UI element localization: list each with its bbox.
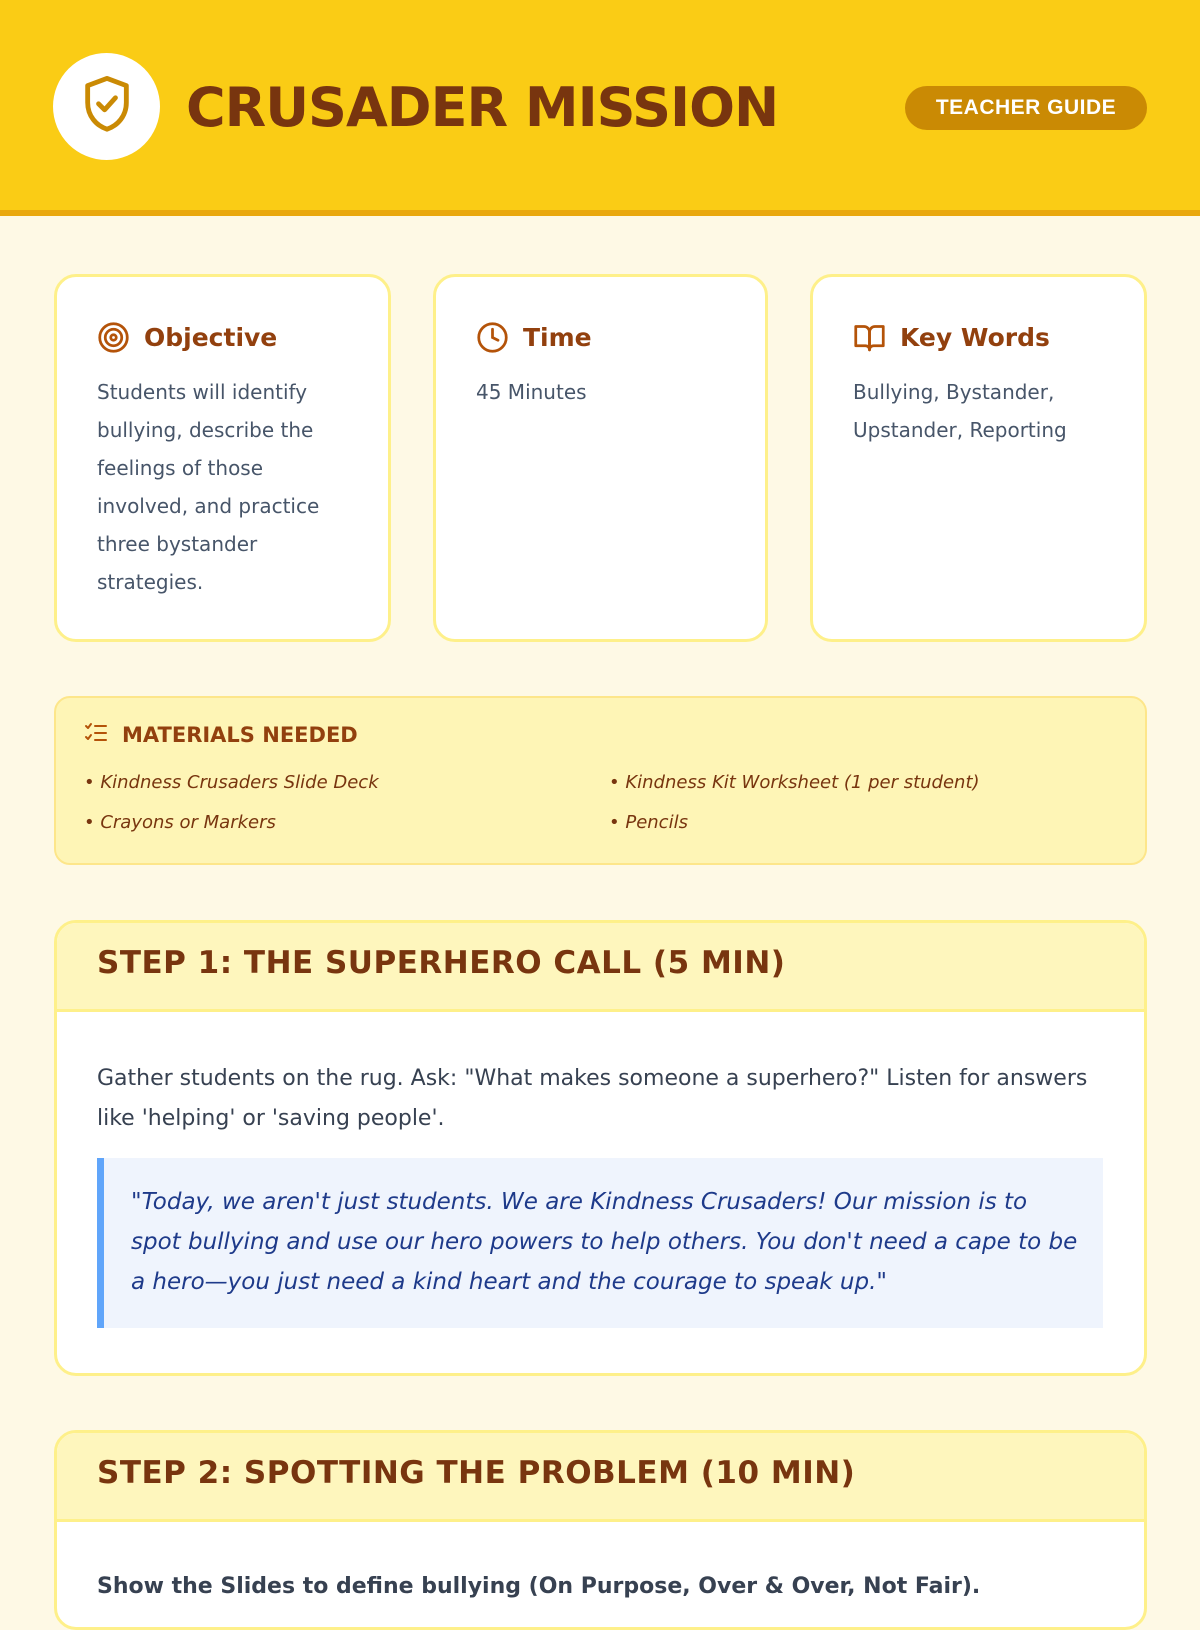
page-header [0,0,1200,216]
time-card [433,274,768,642]
time-text: 45 Minutes [476,380,587,404]
step-2-text: Show the Slides to define bullying (On Purpose, Over & Over, Not Fair). [97,1574,981,1599]
step-2-title: STEP 2: SPOTTING THE PROBLEM (10 MIN) [97,1455,856,1491]
step-2-header [57,1433,1144,1522]
shield-check-icon [78,72,136,142]
time-title: Time [523,323,592,352]
materials-header [84,722,358,748]
time-card-header [476,321,592,354]
objective-text: Students will identify bullying, describe the feelings of those involved, and practice three bystander strategies. [97,380,320,594]
material-item: • Pencils [609,812,688,833]
materials-title: MATERIALS NEEDED [122,723,358,747]
clock-icon [476,321,509,354]
objective-title: Objective [144,323,278,352]
materials-needed-panel [54,696,1147,865]
quote-text: "Today, we aren't just students. We are Kindness Crusaders! Our mission is to spot bullying and use our hero powers to help others. You don't need a cape to be a hero—you just need a kind heart and the courage to speak up." [131,1189,1078,1295]
logo [53,53,160,160]
objective-card [54,274,391,642]
page-title: CRUSADER MISSION [186,76,779,139]
teacher-script-quote [97,1158,1103,1328]
key-words-card-header [853,321,1050,354]
key-words-text: Bullying, Bystander, Upstander, Reporting [853,380,1067,442]
checklist-icon [84,722,108,748]
step-1-title: STEP 1: THE SUPERHERO CALL (5 MIN) [97,945,786,981]
target-icon [97,321,130,354]
step-1-text: Gather students on the rug. Ask: "What makes someone a superhero?" Listen for answers like 'helping' or 'saving people'. [97,1066,1088,1131]
step-1-header [57,923,1144,1012]
material-item: • Kindness Kit Worksheet (1 per student) [609,772,980,793]
step-2-card [54,1430,1147,1630]
objective-card-header [97,321,277,354]
step-1-card [54,920,1147,1376]
open-book-icon [853,321,886,354]
material-item: • Crayons or Markers [84,812,276,833]
key-words-card [810,274,1147,642]
material-item: • Kindness Crusaders Slide Deck [84,772,379,793]
teacher-guide-badge: TEACHER GUIDE [905,86,1147,130]
key-words-title: Key Words [900,323,1050,352]
